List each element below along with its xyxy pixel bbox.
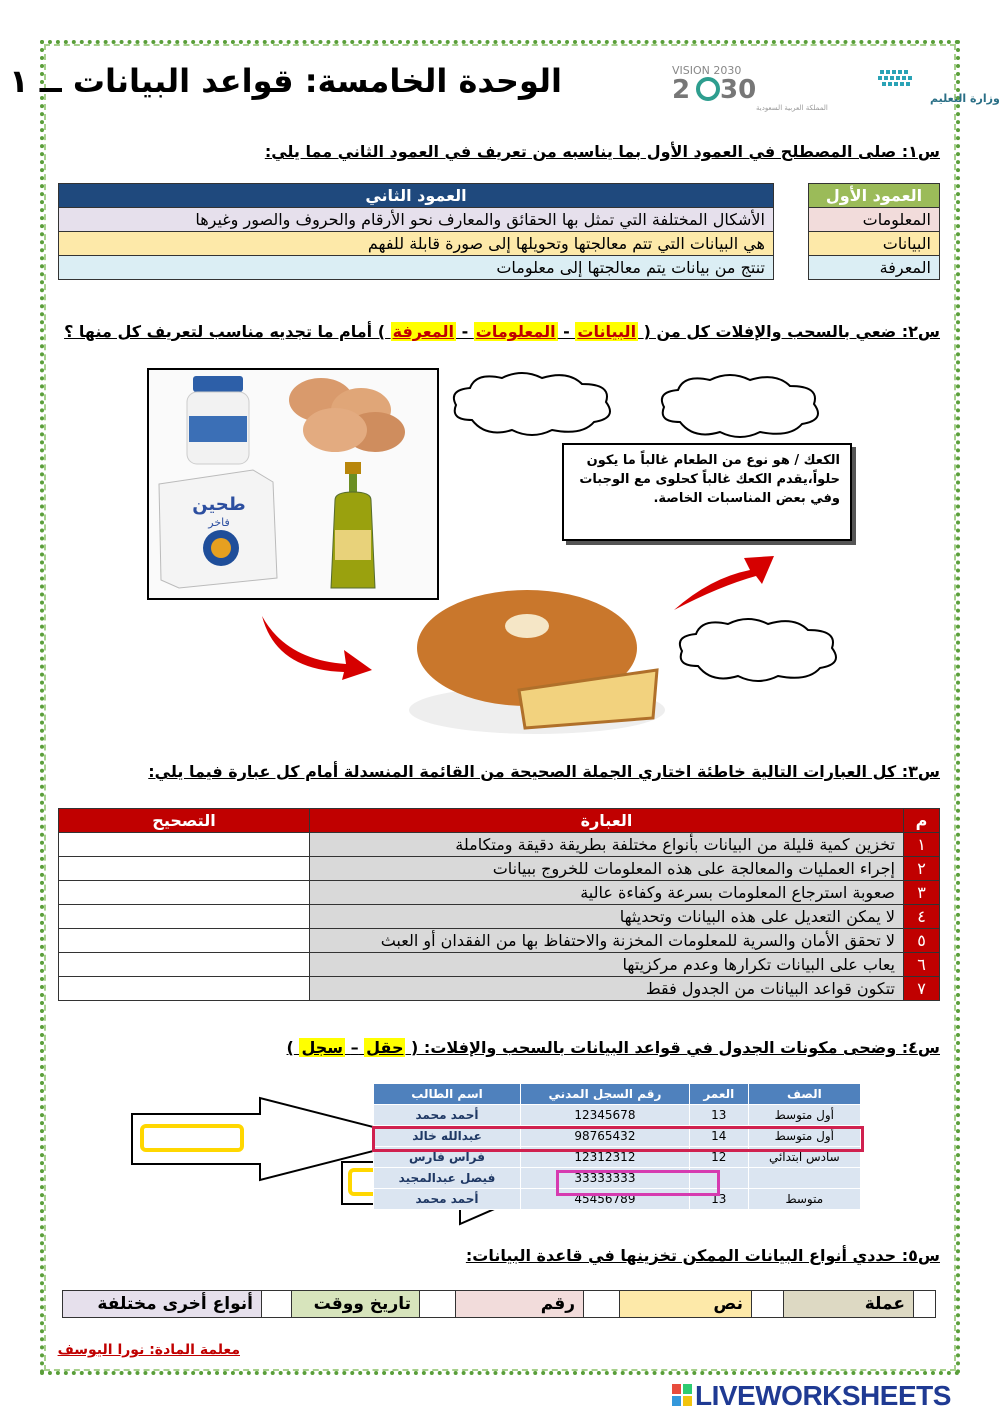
record-drop-box[interactable] [140,1124,244,1152]
table-row: سادس ابتدائي 12 12312312 فراس فارس [374,1147,861,1168]
correction-dropdown-7[interactable] [59,977,310,1001]
q1-definition-1[interactable]: الأشكال المختلفة التي تمثل بها الحقائق والمعارف نحو الأرقام والحروف والصور وغيرها [59,208,774,232]
table-row: 33333333 فيصل عبدالمجيد [374,1168,861,1189]
correction-dropdown-1[interactable] [59,833,310,857]
table-row: أول متوسط 13 12345678 أحمد محمد [374,1105,861,1126]
type-check-3[interactable] [584,1291,620,1318]
ingredients-image [147,368,439,600]
q2-question: س٢: ضعي بالسحب والإفلات كل من ( البيانات - المعلومات - المعرفة ) أمام ما تجديه مناسب لتعريف كل منها ؟ [64,322,940,341]
q3-header-correction: التصحيح [59,809,310,833]
q3-table [58,808,940,1001]
q2-term-info: المعلومات [475,322,556,341]
correction-dropdown-4[interactable] [59,905,310,929]
teacher-name: معلمة المادة: نورا اليوسف [57,1342,240,1358]
type-number: رقم [456,1291,584,1318]
table-row: ٦ يعاب على البيانات تكرارها وعدم مركزيتها [59,953,940,977]
type-other: أنواع أخرى مختلفة [63,1291,262,1318]
db-header-grade: الصف [748,1084,860,1105]
liveworksheets-logo-icon [672,1384,692,1406]
q1-definition-3[interactable]: تنتج من بيانات يتم معالجتها إلى معلومات [59,256,774,280]
answer-cloud-2[interactable] [650,372,830,442]
q3-header-statement: العبارة [310,809,904,833]
correction-dropdown-2[interactable] [59,857,310,881]
svg-text:2: 2 [672,75,691,105]
q1-term-1[interactable]: المعلومات [809,208,940,232]
field-highlight [556,1170,720,1196]
q3-header-num: م [904,809,940,833]
type-datetime: تاريخ ووقت [292,1291,420,1318]
q1-term-2[interactable]: البيانات [809,232,940,256]
type-check-5[interactable] [262,1291,292,1318]
ministry-logo-label: وزارة التعليم [930,92,1000,105]
cake-image [407,578,669,738]
answer-cloud-1[interactable] [442,370,622,440]
flour-label: طحين [192,494,246,515]
table-row: ٥ لا تحقق الأمان والسرية للمعلومات المخزنة والاحتفاظ بها من الفقدان أو العبث [59,929,940,953]
q5-question: س٥: حددي أنواع البيانات الممكن تخزينها في قاعدة البيانات: [465,1246,940,1265]
correction-dropdown-6[interactable] [59,953,310,977]
db-header-age: العمر [689,1084,748,1105]
table-row: ١ تخزين كمية قليلة من البيانات بأنواع مختلفة بطريقة دقيقة ومتكاملة [59,833,940,857]
q1-col1-header: العمود الأول [809,184,940,208]
vision-2030-logo [668,58,828,114]
correction-dropdown-5[interactable] [59,929,310,953]
type-check-4[interactable] [420,1291,456,1318]
type-currency: عملة [784,1291,914,1318]
cake-definition-box: الكعك / هو نوع من الطعام غالباً ما يكون حلواً،يقدم الكعك غالباً كحلوى مع الوجبات وفي بعض المناسبات الخاصة. [562,443,852,541]
correction-dropdown-3[interactable] [59,881,310,905]
q2-term-data: البيانات [577,322,637,341]
q4-question: س٤: وضحى مكونات الجدول في قواعد البيانات بالسحب والإفلات: ( حقل – سجل ) [286,1038,940,1057]
table-row: ٤ لا يمكن التعديل على هذه البيانات وتحديثها [59,905,940,929]
table-row: متوسط 13 45456789 أحمد محمد [374,1189,861,1210]
vision-logo-label: VISION 2030 [672,64,742,77]
q2-term-knowledge: المعرفة [392,322,455,341]
table-row: ٢ إجراء العمليات والمعالجة على هذه المعلومات للخروج ببيانات [59,857,940,881]
type-check-2[interactable] [752,1291,784,1318]
answer-cloud-3[interactable] [668,616,848,686]
svg-text:30: 30 [720,75,757,105]
table-row: ٧ تتكون قواعد البيانات من الجدول فقط [59,977,940,1001]
data-types-table [62,1290,936,1318]
db-header-id: رقم السجل المدني [521,1084,690,1105]
red-arrow-down-icon [256,610,376,680]
liveworksheets-brand: LIVEWORKSHEETS [695,1380,951,1411]
type-text: نص [620,1291,752,1318]
q3-question: س٣: كل العبارات التالية خاطئة اختاري الجملة الصحيحة من القائمة المنسدلة أمام كل عبارة فيما يلي: [148,762,940,781]
q1-question: س١: صلى المصطلح في العمود الأول بما يناسبه من تعريف في العمود الثاني مما يلي: [264,142,940,161]
red-arrow-up-icon [670,548,780,618]
q1-col2-table [58,183,774,280]
q4-term-record: سجل [301,1038,343,1057]
ministry-logo [868,66,1000,114]
q4-term-field: حقل [366,1038,404,1057]
q1-col2-header: العمود الثاني [59,184,774,208]
vision-logo-sub: المملكة العربية السعودية [756,104,828,112]
q1-term-3[interactable]: المعرفة [809,256,940,280]
db-header-name: اسم الطالب [374,1084,521,1105]
page-title: الوحدة الخامسة: قواعد البيانات ــ ١ [9,62,562,100]
record-highlight [372,1126,864,1152]
flour-sub-label: فاخر [208,516,230,529]
q1-col1-table [808,183,940,280]
table-row: أول متوسط 14 98765432 عبدالله خالد [374,1126,861,1147]
type-check-1[interactable] [914,1291,936,1318]
table-row: ٣ صعوبة استرجاع المعلومات بسرعة وكفاءة عالية [59,881,940,905]
q1-definition-2[interactable]: هي البيانات التي تتم معالجتها وتحويلها إلى صورة قابلة للفهم [59,232,774,256]
